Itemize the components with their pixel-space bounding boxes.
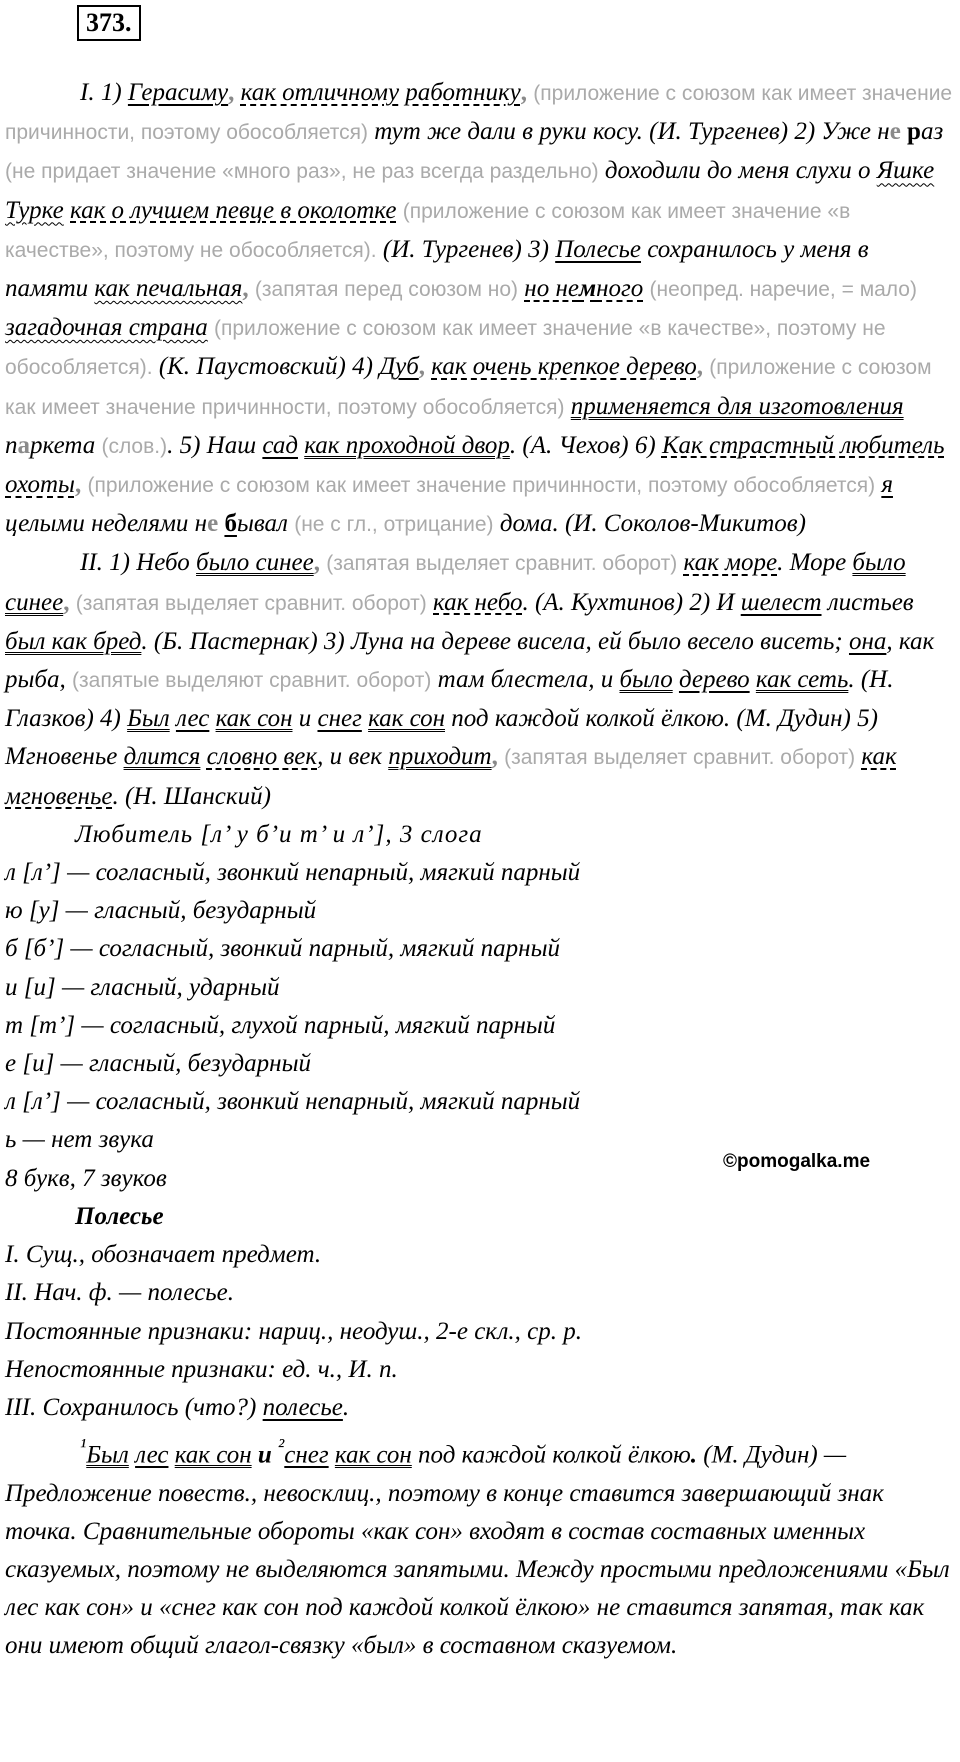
synt-sentence [5,1427,955,1666]
p1-s3-comma: , [242,275,249,303]
p1-s3-kak: как печальная [94,275,243,303]
p1-s3-num: 3) [521,235,556,263]
p1-s5-text: . 5) Наш [167,431,257,459]
p2-s3-kak: , как рыба, [5,627,935,694]
synt-explanation: — Предложение повеств., невосклиц., поэтому в конце ставится завершающий знак точка. Сравнительные обороты «как сон» входят в состав составных именных сказуемых, поэтому не выделяются запятыми. Между простыми предложениями «Был лес как сон» и «снег как сон под каждой колкой ёлкою» не ставится запятая, так как они имеют общий глагол-связку «был» в составном сказуемом. [5,1441,950,1660]
p1-s6-note2: (не с гл., отрицание) [294,513,494,537]
p2-s1-bylo: было синее [196,549,314,577]
phonetic-line: и [и] — гласный, ударный [5,973,280,1001]
p1-s1-comma: , [228,79,235,106]
p2-s3-author: . (Н. Глазков) [5,666,894,733]
p2-s5-kak: как мгновенье [5,743,897,810]
p1-s3-no-text: но не [524,275,579,303]
p1-s6-comma: , [74,471,82,499]
synt-sup2: ² [278,1434,285,1459]
p1-s3-note2: (неопред. наречие, = мало) [649,278,917,302]
p1-s4-note2: (слов.) [101,434,168,458]
synt-kak2: как сон [334,1441,412,1469]
p2-s1-note2: (запятая выделяет сравнит. оборот) [75,591,427,615]
p2-s5-dlit: длится [123,743,201,771]
part-2 [5,544,955,815]
exercise-body [5,74,955,1666]
p2-s4-rest: под каждой колкой ёлкою. (М. Дудин) [451,705,851,733]
p2-s5-prih: приходит [388,743,492,771]
p1-s4-comma: , [418,353,426,381]
p1-s3-author: (К. Паустовский) [158,353,346,381]
phonetic-line: т [т’] — согласный, глухой парный, мягкий парный [5,1011,556,1039]
p2-s5-author: . (Н. Шанский) [112,782,271,810]
p2-s2-shelest: шелест [740,588,822,616]
p2-s3-bylo: было [619,666,673,694]
p1-s3-no [524,275,643,302]
p2-s5-i: , и век [317,743,389,771]
p1-s4-comma2: , [696,353,703,381]
watermark: ©pomogalka.me [723,1151,871,1172]
p1-s2-letter-r: р [907,118,921,146]
p1-s6-b: б [224,510,237,538]
p1-s2-yashke: Яшке Турке [5,157,935,224]
p1-s5-kak: как проходной двор [304,431,510,459]
p1-s2-kak: как о лучшем певце в околотке [70,196,397,224]
morph-line: Непостоянные признаки: ед. ч., И. п. [5,1355,398,1383]
p1-s6-num: 6) [628,431,662,459]
synt-i: и [257,1441,272,1469]
p2-s2-list: листьев [827,588,914,616]
p1-s6-kak: Как страстный любитель охоты [5,431,945,499]
morph-line: Постоянные признаки: нариц., неодуш., 2-е скл., ср. р. [5,1317,582,1345]
p2-s2-byl: был как бред [5,627,142,655]
p2-s3-b: там блестела, и [437,666,614,694]
p1-s6-ya: я [881,471,893,499]
synt-rest: под каждой колкой ёлкою [418,1441,691,1469]
p1-s6-end: дома. (И. Соколов-Микитов) [499,510,806,538]
p2-s1-comma2: , [63,588,70,616]
synt-sup1: ¹ [80,1434,87,1459]
phonetic-line: ь — нет звука [5,1126,154,1154]
phonetic-line: л [л’] — согласный, звонкий непарный, мягкий парный [5,859,581,887]
p1-s4-p: п [5,431,18,459]
p2-s3-note: (запятые выделяют сравнит. оборот) [72,669,432,693]
p1-s3-nogo: ного [596,275,644,303]
p2-s4-byl: Был [127,705,170,733]
p2-s1-comma: , [313,549,320,577]
p1-s3-subject: Полесье [555,235,641,263]
p2-s5-slovno: словно век [206,743,318,771]
p2-s3-text: 3) Луна на дереве висела, ей было весело висеть; [317,627,843,655]
p1-s6-e: е [207,510,219,538]
morph-line: II. Нач. ф. — полесье. [5,1279,235,1307]
phonetic-line: ю [у] — гласный, безударный [5,897,317,925]
p1-s4-note: (приложение с союзом как имеет значение причинности, поэтому обособляется) [5,356,932,419]
p1-s3-mid: сохранилось у меня в памяти [5,235,869,303]
p2-s3-set: как сеть [755,666,849,694]
p1-s4-predicate: применяется для изготовления [570,392,904,420]
phonetic-summary: 8 букв, 7 звуков [5,1164,167,1192]
synt-author: (М. Дудин) [703,1441,818,1469]
part-1 [5,74,955,544]
p2-s1-bylo2: было синее [5,549,906,616]
p2-s4-i: и [298,705,312,733]
p2-s2-author: . (Б. Пастернак) [141,627,318,655]
p1-s6-mid: целыми неделями н [5,510,208,538]
exercise-number: 373. [77,5,141,41]
p1-s6-yval: ывал [236,510,288,538]
p2-s1-note: (запятая выделяет сравнит. оборот) [326,552,678,576]
p2-s3-derevo: дерево [678,666,750,694]
p1-s4-num: 4) [345,353,380,381]
p1-s1-rest: тут же дали в руки косу. (И. Тургенев) [374,118,789,146]
p2-s4-les: лес [175,705,210,733]
p2-s5-comma: , [491,743,498,771]
p1-s1-appositive: как отличному работнику [240,79,521,106]
p2-s1-more: . Море [777,549,847,577]
synt-les: лес [135,1441,169,1469]
p1-s2-text: доходили до меня слухи о [604,157,871,185]
p1-s2-note2: (приложение с союзом как имеет значение «в качестве», поэтому не обособляется). [5,199,851,262]
p1-s1-note: (приложение с союзом как имеет значение причинности, поэтому обособляется) [5,82,953,145]
p1-s4-appositive: как очень крепкое дерево [431,353,697,381]
synt-dot: . [690,1441,697,1469]
p1-s2-letter-e: е [889,118,901,146]
phonetic-line: е [и] — гласный, безударный [5,1050,312,1078]
p2-s3-ona: она [848,627,887,655]
morph-last-text: III. Сохранилось (что?) [5,1393,263,1421]
p1-s2-az: аз [920,118,944,146]
p2-s4-num: 4) [93,705,128,733]
p1-s3-strana: загадочная страна [5,314,208,342]
synt-kak1: как сон [174,1441,252,1469]
p2-s2-num: 2) И [683,588,741,616]
phonetic-title: Любитель [л’ у б’и т’ и л’], 3 слога [75,820,483,848]
p1-s3-m: м [578,275,597,303]
phonetic-line: б [б’] — согласный, звонкий парный, мягкий парный [5,935,561,963]
p2-s1-author: . (А. Кухтинов) [522,588,684,616]
p1-s3-note3: (приложение с союзом как имеет значение «в качестве», поэтому не обособляется). [5,317,886,380]
p2-s4-son: как сон [215,705,293,733]
p2-s1-kak: как море [683,549,778,577]
p1-s1-subject: Герасиму [127,79,229,106]
synt-byl: Был [86,1441,129,1469]
p1-s2-note: (не придает значение «много раз», не раз всегда раздельно) [5,160,599,184]
p1-s1-comma2: , [520,79,528,106]
synt-sneg: снег [284,1441,329,1469]
p1-s3-note: (запятая перед союзом но) [254,278,519,302]
morph-last-word: полесье [262,1393,343,1421]
p2-s5-num: 5) Мгновенье [5,705,878,771]
morph-line: I. Сущ., обозначает предмет. [5,1241,322,1269]
p1-s4-rket: ркета [30,431,96,459]
p1-s5-sad: сад [262,431,298,459]
p2-s4-sneg: снег [317,705,362,733]
morph-last-dot: . [342,1393,350,1421]
p1-s5-author: . (А. Чехов) [509,431,629,459]
p1-s4-a: а [17,431,30,459]
p2-s1-kak2: как небо [433,588,523,616]
p2-s5-note: (запятая выделяет сравнит. оборот) [504,746,856,770]
p1-s1-num: I. 1) [80,79,128,106]
p1-s4-subject: Дуб [379,353,419,381]
morph-title: Полесье [75,1202,164,1230]
p2-s1-num: II. 1) Небо [80,549,197,577]
phonetic-line: л [л’] — согласный, звонкий непарный, мягкий парный [5,1088,581,1116]
p1-s2-author: (И. Тургенев) [382,235,522,263]
p1-s6-note: (приложение с союзом как имеет значение причинности, поэтому обособляется) [87,474,876,498]
p2-s4-kak: как сон [368,705,445,733]
morph-line-last [5,1389,955,1427]
p1-s2-num: 2) Уже н [788,118,890,146]
